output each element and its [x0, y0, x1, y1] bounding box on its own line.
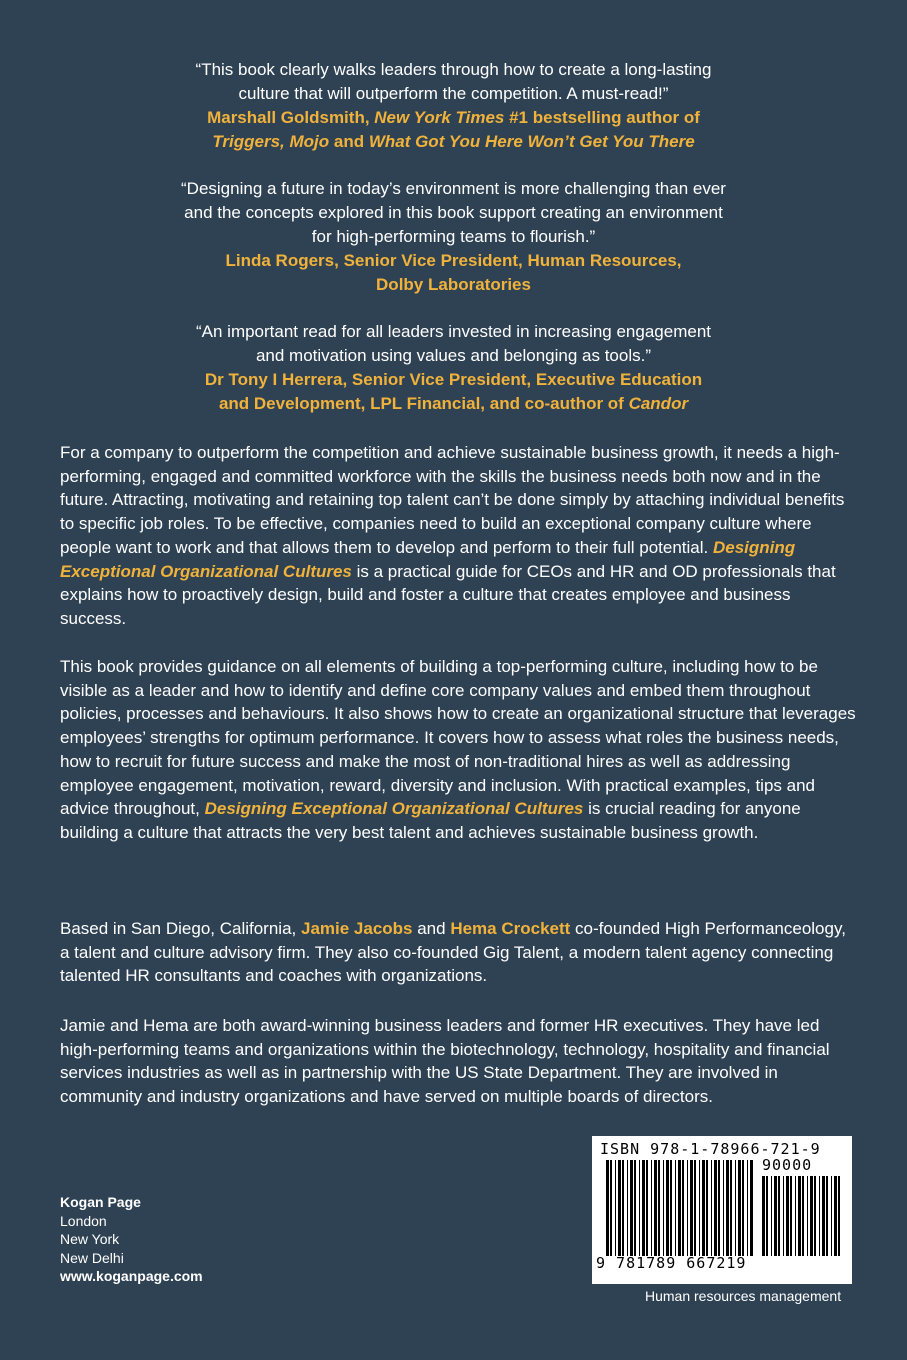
- author-bio-paragraph-2: Jamie and Hema are both award-winning business leaders and former HR executives. They have led high-performing teams and organizations within the biotechnology, technology, hospitality and financial services industries as well as in partnership with the US State Department. They are involved in community and industry organizations and have served on multiple boards of directors.: [60, 1016, 830, 1107]
- subject-category: Human resources management: [645, 1288, 842, 1304]
- attribution-line: [0, 392, 907, 416]
- book-title: Designing Exceptional Organizational Cultures: [204, 799, 584, 819]
- attribution-line: [0, 106, 907, 130]
- publisher-city: London: [60, 1212, 107, 1229]
- attribution-part: What Got You Here Won’t Get You There: [368, 132, 695, 151]
- attribution-line: Dr Tony I Herrera, Senior Vice President, Executive Education: [204, 370, 703, 389]
- quote-line: “An important read for all leaders invested in increasing engagement: [195, 322, 711, 341]
- quote-line: for high-performing teams to flourish.”: [311, 227, 596, 246]
- quote-line: and motivation using values and belonging as tools.”: [255, 346, 652, 365]
- attribution-line: Linda Rogers, Senior Vice President, Human Resources,: [225, 251, 682, 270]
- ean-number: 9 781789 667219: [596, 1254, 747, 1272]
- author-name: Jamie Jacobs: [300, 919, 413, 938]
- publisher-info: [60, 1193, 203, 1286]
- attribution-line: Dolby Laboratories: [376, 275, 531, 294]
- quote-line: and the concepts explored in this book support creating an environment: [184, 203, 723, 222]
- publisher-url: www.koganpage.com: [60, 1268, 203, 1284]
- paragraph-text: This book provides guidance on all elements of building a top-performing culture, including how to be visible as a leader and how to identify and define core company values and embed them throughout policies, processes and behaviours. It also shows how to create an organizational structure that leverages employees’ strengths for optimum performance. It covers how to assess what roles the business needs, how to recruit for future success and make the most of non-traditional hires as well as addressing employee engagement, motivation, reward, diversity and inclusion. With practical examples, tips and advice throughout,: [60, 657, 856, 819]
- attribution-part: Candor: [628, 394, 689, 413]
- price-bars-icon: [762, 1176, 842, 1256]
- endorsement-3: [0, 320, 907, 416]
- price-code: 90000: [762, 1156, 813, 1174]
- barcode-bars-icon: [606, 1160, 754, 1256]
- endorsement-1: [0, 58, 907, 154]
- author-name: Hema Crockett: [450, 919, 571, 938]
- attribution-part: and: [329, 132, 369, 151]
- paragraph-text: Based in San Diego, California,: [60, 919, 301, 938]
- paragraph-text: and: [412, 919, 451, 938]
- paragraph-text: For a company to outperform the competition and achieve sustainable business growth, it needs a high-performing, engaged and committed workforce with the skills the business needs both now and in the future. Attracting, motivating and retaining top talent can’t be done simply by attaching individual benefits to specific job roles. To be effective, companies need to build an exceptional company culture where people want to work and that allows them to develop and perform to their full potential.: [60, 443, 845, 557]
- publisher-name: Kogan Page: [60, 1194, 141, 1210]
- attribution-part: Triggers, Mojo: [212, 132, 330, 151]
- endorsement-2: [0, 177, 907, 297]
- attribution-line: [0, 130, 907, 154]
- paragraph-text: co-founded High Performanceology, a talent and culture advisory firm. They also co-founded Gig Talent, a modern talent agency connecting talented HR consultants and coaches with organizations.: [60, 919, 846, 986]
- quote-attribution: [0, 368, 907, 416]
- quote-line: culture that will outperform the competition. A must-read!”: [238, 84, 669, 103]
- attribution-part: New York Times: [374, 108, 505, 127]
- quote-attribution: [0, 249, 907, 297]
- quote-text: [0, 320, 907, 368]
- quote-attribution: [0, 106, 907, 154]
- attribution-part: #1 bestselling author of: [504, 108, 700, 127]
- publisher-city: New York: [60, 1231, 120, 1247]
- paragraph-text: is a practical guide for CEOs and HR and OD professionals that explains how to proactively design, build and foster a culture that creates employee and business success.: [60, 561, 836, 628]
- description-paragraph-2: [60, 655, 860, 845]
- attribution-part: and Development, LPL Financial, and co-author of: [218, 394, 629, 413]
- book-title: Designing Exceptional Organizational Cultures: [60, 537, 796, 581]
- paragraph-text: is crucial reading for anyone building a culture that attracts the very best talent and achieves sustainable business growth.: [60, 799, 801, 842]
- publisher-city: New Delhi: [60, 1249, 124, 1266]
- quote-text: [0, 58, 907, 106]
- isbn-barcode: [592, 1136, 852, 1284]
- attribution-part: Marshall Goldsmith,: [207, 108, 375, 127]
- description-paragraph-1: [60, 441, 860, 631]
- quote-line: “This book clearly walks leaders through how to create a long-lasting: [195, 60, 712, 79]
- quote-text: [0, 177, 907, 249]
- quote-line: “Designing a future in today’s environment is more challenging than ever: [181, 179, 726, 198]
- author-bio-paragraph-1: [60, 917, 860, 988]
- isbn-label: ISBN 978-1-78966-721-9: [600, 1140, 821, 1158]
